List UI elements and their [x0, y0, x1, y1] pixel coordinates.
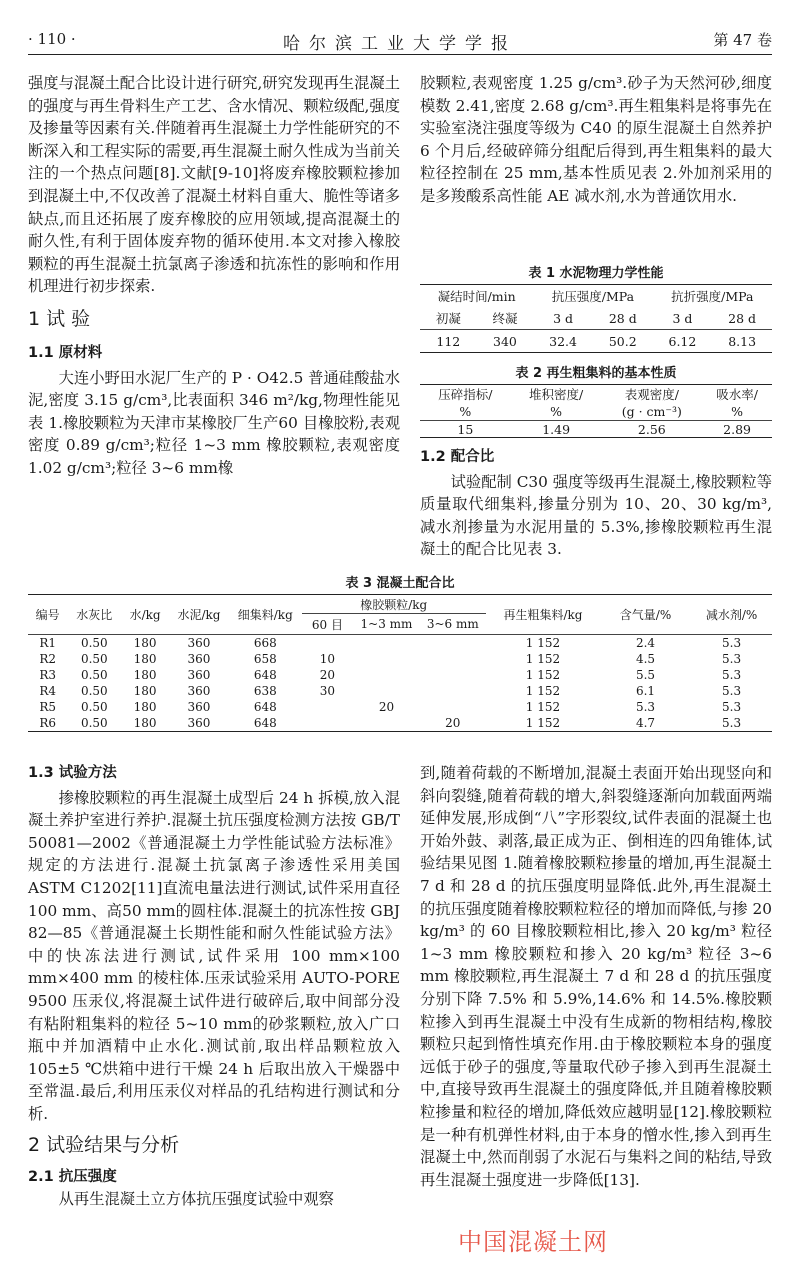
running-header	[28, 28, 772, 55]
journal-title: 哈尔滨工业大学学报	[283, 34, 517, 54]
t3-sub-3-6mm: 3~6 mm	[426, 617, 479, 631]
table-cell: 6.12	[668, 333, 697, 349]
t3-head-rubber: 橡胶颗粒/kg	[302, 595, 486, 614]
table-cell	[420, 667, 486, 683]
table-row	[28, 683, 772, 699]
table-cell: 1 152	[525, 636, 561, 650]
table-cell: 112	[436, 333, 461, 349]
t2-head-crush: 压碎指标/	[438, 387, 493, 402]
table-cell: 2.4	[635, 636, 656, 650]
table-row	[28, 651, 772, 667]
table-cell	[353, 651, 419, 667]
t1-sub-3d-b: 3 d	[672, 310, 693, 326]
subsection-1-3-heading: 1.3 试验方法	[28, 765, 117, 781]
materials-paragraph-right: 胶颗粒,表观密度 1.25 g/cm³.砂子为天然河砂,细度模数 2.41,密度 2.68 g/cm³.再生粗集料是将事先在实验室浇注强度等级为 C40 的原生混凝土自然养护 6 个月后,经破碎筛分组配后得到,再生粗集料的最大粒径控制在 25 mm,基本性质见表 2.外加剂采用的是多羧酸系高性能 AE 减水剂,水为普通饮用水.	[420, 74, 772, 205]
t3-head: 水灰比	[76, 608, 113, 622]
table-cell: 180	[133, 668, 157, 682]
table-cell: 32.4	[549, 333, 577, 349]
table-3-body	[28, 635, 772, 732]
section-1-heading: 1 试 验	[28, 307, 91, 330]
table-cell: 180	[133, 636, 157, 650]
table-cell: 2.56	[637, 421, 666, 437]
table-cell: 360	[187, 700, 211, 714]
t1-sub-final: 终凝	[492, 311, 518, 326]
table-cell: 1 152	[525, 652, 561, 666]
t3-head: 再生粗集料/kg	[503, 608, 583, 622]
t3-head: 减水剂/%	[705, 608, 758, 622]
table-cell: 668	[253, 636, 277, 650]
t3-head: 水泥/kg	[177, 608, 221, 622]
table-cell: 2.89	[723, 421, 751, 437]
table-cell: 180	[133, 684, 157, 698]
table-cell: 180	[133, 652, 157, 666]
right-column-upper	[420, 72, 772, 208]
table-cell: 5.3	[722, 716, 742, 730]
table-3-caption: 表 3 混凝土配合比	[345, 576, 455, 591]
table-cell: R3	[39, 668, 57, 682]
table-cell	[420, 699, 486, 715]
right-column-lower	[420, 762, 772, 1191]
mix-paragraph: 试验配制 C30 强度等级再生混凝土,橡胶颗粒等质量取代细集料,掺量分别为 10、20、30 kg/m³,减水剂掺量为水泥用量的 5.3%,掺橡胶颗粒再生混凝土的配合比见表 3.	[420, 472, 772, 559]
t3-head: 细集料/kg	[237, 608, 293, 622]
table-cell: 5.5	[635, 668, 656, 682]
table-cell: 5.3	[722, 668, 742, 682]
table-cell: 360	[187, 636, 211, 650]
table-cell: 20	[378, 700, 395, 714]
table-cell: R2	[39, 652, 57, 666]
table-cell: 658	[253, 652, 277, 666]
table-cell: 638	[253, 684, 277, 698]
t2-unit: %	[459, 404, 472, 419]
table-cell	[420, 635, 486, 652]
results-paragraph-left: 从再生混凝土立方体抗压强度试验中观察	[58, 1190, 334, 1209]
table-cell: 5.3	[722, 684, 742, 698]
t2-unit: %	[550, 404, 563, 419]
t2-head-apparent: 表观密度/	[624, 387, 679, 402]
table-cell: 360	[187, 684, 211, 698]
t1-sub-28d-b: 28 d	[728, 310, 757, 326]
table-cell: 6.1	[635, 684, 656, 698]
table-row	[28, 699, 772, 715]
methods-paragraph: 掺橡胶颗粒的再生混凝土成型后 24 h 拆模,放入混凝土养护室进行养护.混凝土抗压强度检测方法按 GB/T 50081—2002《普通混凝土力学性能试验方法标准》规定的方法进行.混凝土抗氯离子渗透性采用美国 ASTM C1202[11]直流电量法进行测试,试件采用直径 100 mm、高50 mm的圆柱体.混凝土的抗冻性按 GBJ 82—85《普通混凝土长期性能和耐久性能试验方法》中的快冻法进行测试,试件采用 100 mm×100 mm×400 mm 的棱柱体.压汞试验采用 AUTO-PORE 9500 压汞仪,将混凝土试件进行破碎后,取中间部分没有粘附粗集料的粒径 5~10 mm的砂浆颗粒,放入广口瓶中并加酒精中止水化.测试前,取出样品颗粒放入 105±5 ℃烘箱中进行干燥 24 h 后取出放入干燥器中至常温.最后,利用压汞仪对样品的孔结构进行测试和分析.	[28, 788, 400, 1123]
left-column-upper	[28, 72, 400, 480]
table-cell: 360	[187, 716, 211, 730]
table-cell: 180	[133, 716, 157, 730]
subsection-1-1-heading: 1.1 原材料	[28, 344, 103, 361]
t1-sub-28d: 28 d	[608, 310, 637, 326]
table-cell: 20	[319, 668, 336, 682]
intro-paragraph: 强度与混凝土配合比设计进行研究,研究发现再生混凝土的强度与再生骨料生产工艺、含水情况、颗粒级配,强度及掺量等因素有关.伴随着再生混凝土力学性能研究的不断深入和工程实际的需要,再生混凝土耐久性成为当前关注的一个热点问题[8].文献[9-10]将废弃橡胶颗粒掺加到混凝土中,不仅改善了混凝土材料自重大、脆性等诸多缺点,而且还拓展了废弃橡胶的应用领域,提高混凝土的耐久性,有利于固体废弃物的循环使用.本文对掺入橡胶颗粒的再生混凝土抗氯离子渗透和抗冻性的影响和作用机理进行初步探索.	[28, 74, 400, 296]
table-cell	[353, 635, 419, 652]
subsection-2-1-heading: 2.1 抗压强度	[28, 1168, 117, 1185]
table-cell: 648	[253, 668, 277, 682]
table-row	[28, 715, 772, 732]
table-cell: 340	[493, 333, 517, 349]
section-2-heading: 2 试验结果与分析	[28, 1133, 180, 1156]
table-cell: 15	[457, 421, 474, 437]
t3-sub-1-3mm: 1~3 mm	[360, 617, 413, 631]
page-number: · 110 ·	[28, 30, 76, 48]
table-cell: 1 152	[525, 700, 561, 714]
table-cell: 180	[133, 700, 157, 714]
subsection-1-2-heading: 1.2 配合比	[420, 449, 495, 465]
table-cell: 0.50	[80, 716, 108, 730]
table-cell: 1 152	[525, 684, 561, 698]
table-cell	[353, 715, 419, 732]
volume-label: 第 47 卷	[713, 31, 772, 49]
t1-sub-3d: 3 d	[553, 310, 574, 326]
table-cell: 20	[445, 716, 461, 730]
t1-sub-initial: 初凝	[435, 311, 461, 326]
t2-unit: (g · cm⁻³)	[621, 404, 682, 419]
table-cell: 1.49	[542, 421, 571, 437]
table-cell: 30	[319, 684, 336, 698]
t2-head-bulk: 堆积密度/	[529, 387, 584, 402]
table-3	[28, 594, 772, 732]
table-cell: R1	[39, 636, 57, 650]
table-cell: 4.7	[635, 716, 656, 730]
t1-head-setting-time: 凝结时间/min	[437, 289, 516, 304]
table-cell: 50.2	[608, 333, 637, 349]
table-cell: 8.13	[728, 333, 757, 349]
table-cell: 1 152	[525, 716, 561, 730]
table-cell: 0.50	[80, 652, 108, 666]
table-cell: 5.3	[722, 636, 742, 650]
table-row	[28, 635, 772, 652]
watermark: 中国混凝土网	[458, 1228, 608, 1256]
t3-sub-60mesh: 60 目	[311, 617, 343, 632]
left-column-lower	[28, 762, 400, 1211]
table-cell: 360	[187, 652, 211, 666]
table-cell: 10	[319, 652, 336, 666]
table-row	[28, 667, 772, 683]
table-cell: R5	[39, 700, 57, 714]
table-cell	[302, 715, 354, 732]
table-cell: 0.50	[80, 684, 108, 698]
table-cell	[420, 683, 486, 699]
table-cell: 1 152	[525, 668, 561, 682]
table-cell: 5.3	[722, 700, 742, 714]
table-cell: 5.3	[722, 652, 742, 666]
table-cell	[420, 651, 486, 667]
t2-unit: %	[731, 404, 744, 419]
table-cell: 648	[253, 716, 277, 730]
table-2-caption: 表 2 再生粗集料的基本性质	[515, 366, 677, 381]
table-cell	[302, 635, 354, 652]
table-2	[420, 384, 772, 438]
table-1-caption: 表 1 水泥物理力学性能	[528, 266, 664, 281]
table-1	[420, 284, 772, 353]
table-cell	[302, 699, 354, 715]
t2-head-absorption: 吸水率/	[716, 387, 758, 402]
table-cell: 0.50	[80, 668, 108, 682]
table-cell	[353, 683, 419, 699]
t3-head: 水/kg	[129, 608, 161, 622]
table-cell: 360	[187, 668, 211, 682]
table-cell: 0.50	[80, 636, 108, 650]
right-column-mix	[420, 446, 772, 561]
table-cell: 648	[253, 700, 277, 714]
table-cell: R6	[39, 716, 57, 730]
t3-head: 含气量/%	[619, 608, 672, 622]
t1-head-flexural: 抗折强度/MPa	[671, 289, 754, 304]
table-cell: 0.50	[80, 700, 108, 714]
t1-head-compressive: 抗压强度/MPa	[551, 289, 635, 304]
table-cell: R4	[39, 684, 57, 698]
results-paragraph-right: 到,随着荷载的不断增加,混凝土表面开始出现竖向和斜向裂缝,随着荷载的增大,斜裂缝逐渐向加载面两端延伸发展,形成倒“八”字形裂纹,试件表面的混凝土也开始外鼓、剥落,最正成为正、倒相连的四角锥体,试验结果见图 1.随着橡胶颗粒掺量的增加,再生混凝土 7 d 和 28 d 的抗压强度明显降低.此外,再生混凝土的抗压强度随着橡胶颗粒粒径的增加而降低,与掺 20 kg/m³ 的 60 目橡胶颗粒相比,掺入 20 kg/m³ 粒径 1~3 mm 橡胶颗粒和掺入 20 kg/m³ 粒径 3~6 mm 橡胶颗粒,再生混凝土 7 d 和 28 d 的抗压强度分别下降 7.5% 和 5.9%,14.6% 和 14.5%.橡胶颗粒掺入到再生混凝土中没有生成新的物相结构,橡胶颗粒只起到惰性填充作用.由于橡胶颗粒本身的强度远低于砂子的强度,等量取代砂子掺入到再生混凝土中,直接导致再生混凝土的强度降低,并且随着橡胶颗粒掺量和粒径的增加,降低效应越明显[12].橡胶颗粒是一种有机弹性材料,由于本身的憎水性,掺入到再生混凝土中,然而削弱了水泥石与集料之间的粘结,导致再生混凝土强度进一步降低[13].	[420, 764, 772, 1189]
table-cell: 5.3	[635, 700, 656, 714]
table-cell	[353, 667, 419, 683]
materials-paragraph-left: 大连小野田水泥厂生产的 P · O42.5 普通硅酸盐水泥,密度 3.15 g/cm³,比表面积 346 m²/kg,物理性能见表 1.橡胶颗粒为天津市某橡胶厂生产60 目橡胶粉,表观密度 0.89 g/cm³;粒径 1~3 mm 橡胶颗粒,表观密度 1.02 g/cm³;粒径 3~6 mm橡	[28, 368, 400, 477]
table-cell: 4.5	[635, 652, 656, 666]
t3-head: 编号	[35, 608, 60, 622]
